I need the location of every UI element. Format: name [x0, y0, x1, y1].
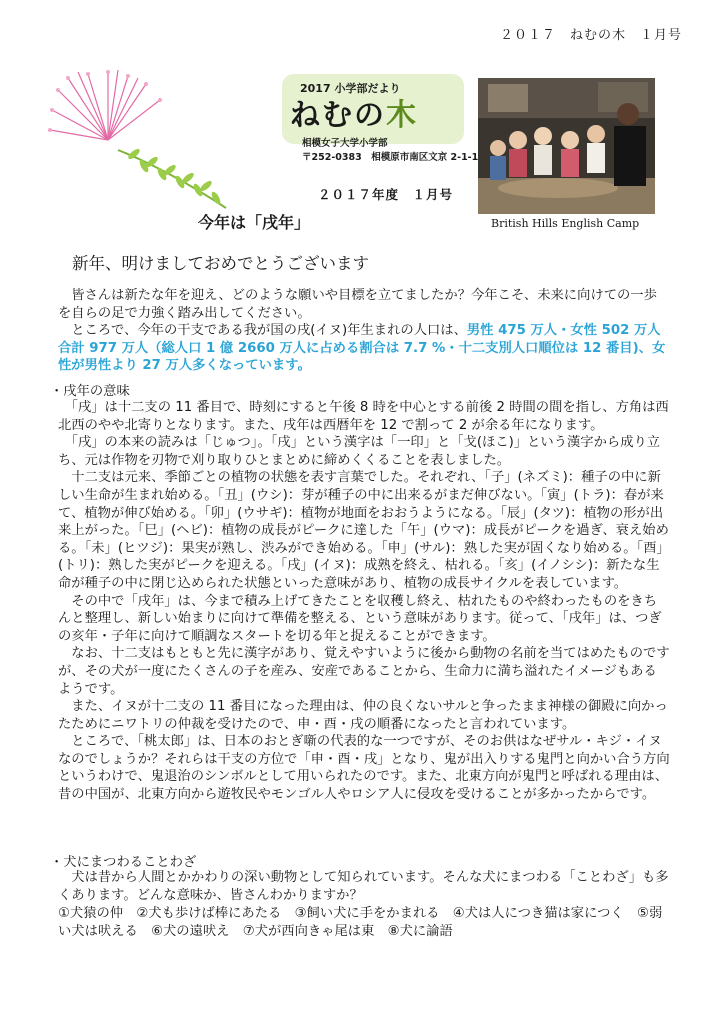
- logo-title-text: ねむの: [290, 98, 386, 133]
- intro-paragraph: 皆さんは新たな年を迎え、どのような願いや目標を立てましたか？今年こそ、未来に向けての一歩を自らの足で力強く踏み出してください。: [58, 288, 657, 321]
- section-proverbs-intro: [58, 869, 670, 904]
- population-highlight: 男性 475 万人・女性 502 万人合計 977 万人（総人口 1 億 2660 万人に占める割合は 7.7 %・十二支別人口順位は 12 番目)、女性が男性より 27 万人多くなっています。: [58, 323, 666, 374]
- greeting-heading: 新年、明けましておめでとうございます: [72, 254, 369, 273]
- nemunoki-flower-illustration: [48, 70, 238, 210]
- intro-paragraph-population: [58, 322, 670, 375]
- issue-subtitle: ２０１７年度 １月号: [318, 187, 454, 202]
- org-name: 相模女子大学小学部: [302, 138, 388, 149]
- section-heading-meaning: ・戌年の意味: [50, 384, 130, 399]
- photo-caption: British Hills English Camp: [491, 217, 640, 230]
- org-address: 〒252-0383 相模原市南区文京 2-1-1: [302, 152, 479, 163]
- paragraph: 「戌」は十二支の 11 番目で、時刻にすると午後 8 時を中心とする前後 2 時間の間を指し、方角は西北西のやや北寄りとなります。また、戌年は西暦年を 12 で割って 2 が余る年になります。: [58, 400, 669, 433]
- paragraph: また、イヌが十二支の 11 番目になった理由は、仲の良くないサルと争ったまま神様の御殿に向かったためにニワトリの仲裁を受けたので、申・酉・戌の順番になったと言われています。: [58, 699, 668, 732]
- page-title: 今年は「戌年」: [198, 213, 311, 232]
- proverb-list: ①犬猿の仲 ②犬も歩けば棒にあたる ③飼い犬に手をかまれる ④犬は人につき猫は家につく ⑤弱い犬は吠える ⑥犬の遠吠え ⑦犬が西向きゃ尾は東 ⑧犬に論語: [58, 906, 663, 939]
- paragraph: ところで、「桃太郎」は、日本のおとぎ噺の代表的な一つですが、そのお供はなぜサル・キジ・イヌなのでしょうか？それらは干支の方位で「申・酉・戌」となり、鬼が出入りする鬼門と向かい合う方向というわけで、鬼退治のシンボルとして用いられたのです。また、北東方向が鬼門と呼ばれる理由は、昔の中国が、北東方向から遊牧民やモンゴル人やロシア人に侵攻を受けることが多かったからです。: [58, 734, 670, 803]
- section-meaning-body: [58, 399, 670, 804]
- paragraph: 「戌」の本来の読みは「じゅつ」。「戌」という漢字は「一印」と「戈(ほこ)」という漢字から成り立ち、元は作物を刃物で刈り取りひとまとめに締めくくることを表しました。: [58, 435, 661, 468]
- paragraph: 犬は昔から人間とかかわりの深い動物として知られています。そんな犬にまつわる「ことわざ」も多くあります。どんな意味か、皆さんわかりますか？: [58, 870, 669, 903]
- issue-label: ２０１７ ねむの木 １月号: [500, 28, 683, 43]
- logo-title-tree: 木: [386, 98, 418, 133]
- organization: [302, 137, 478, 165]
- english-camp-photo: [478, 78, 655, 214]
- section-heading-proverbs: ・犬にまつわることわざ: [50, 855, 197, 870]
- paragraph: なお、十二支はもともと先に漢字があり、覚えやすいように後から動物の名前を当てはめたものですが、その犬が一度にたくさんの子を産み、安産であることから、生命力に満ち溢れたイメージもあるようです。: [58, 646, 670, 697]
- population-lead: ところで、今年の干支である我が国の戌(イヌ)年生まれの人口は、: [58, 323, 467, 339]
- logo-subtitle: 2017 小学部だより: [300, 82, 401, 95]
- intro-text: [58, 287, 670, 375]
- paragraph: 十二支は元来、季節ごとの植物の状態を表す言葉でした。それぞれ、「子」(ネズミ)：種子の中に新しい生命が生まれ始める。「丑」(ウシ)：芽が種子の中に出来るがまだ伸びない。「寅」(トラ)：春が来て、植物が伸び始める。「卯」(ウサギ)：植物が地面をおおうようになる。「辰」(タツ)：植物の形が出来上がった。「巳」(ヘビ)：植物の成長がピークに達した「午」(ウマ)：成長がピークを過ぎ、衰え始める。「未」(ヒツジ)：果実が熟し、渋みができ始める。「申」(サル)：熟した実が固くなり始める。「酉」(トリ)：熟した実がピークを迎える。「戌」(イヌ)：成熟を終え、枯れる。「亥」(イノシシ)：新たな生命が種子の中に閉じ込められた状態といった意味があり、植物の成長サイクルを表しています。: [58, 470, 670, 591]
- paragraph: その中で「戌年」は、今まで積み上げてきたことを収穫し終え、枯れたものや終わったものをきちんと整理し、新しい始まりに向けて準備を整える、という意味があります。従って、「戌年」は、つぎの亥年・子年に向けて順調なスタートを切る年と捉えることができます。: [58, 593, 662, 644]
- logo-title: [290, 90, 418, 134]
